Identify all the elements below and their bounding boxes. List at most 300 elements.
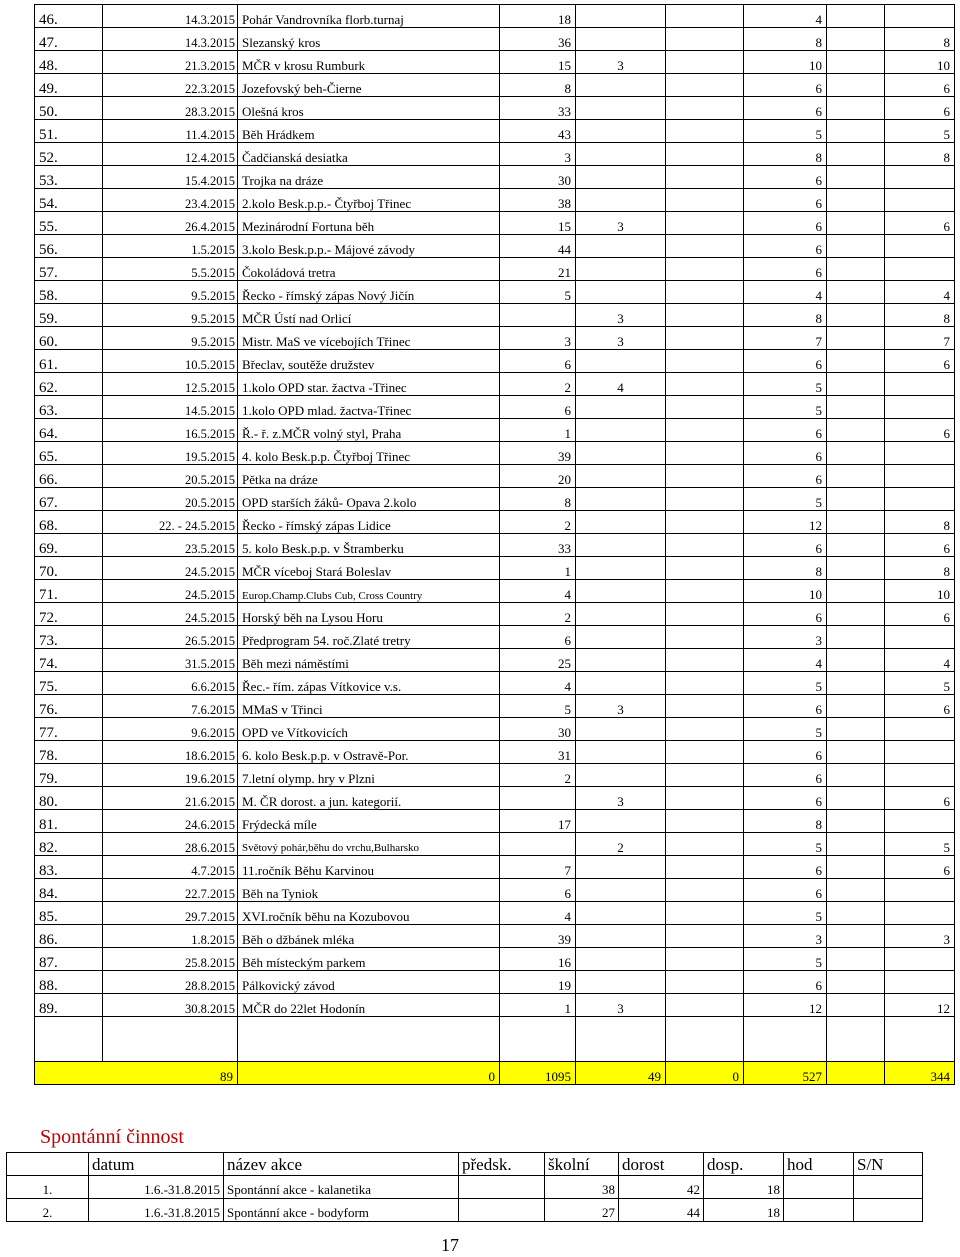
row-event: OPD starších žáků- Opava 2.kolo	[238, 488, 500, 511]
row-empty-1	[666, 718, 744, 741]
row-empty-2	[827, 373, 885, 396]
row-value-1: 3	[500, 143, 576, 166]
row-empty-1	[666, 511, 744, 534]
row-value-2	[576, 879, 666, 902]
row-value-1: 7	[500, 856, 576, 879]
row-value-3: 6	[744, 189, 827, 212]
row-number: 63.	[35, 396, 103, 419]
row-empty-1	[666, 235, 744, 258]
row-date: 22.7.2015	[103, 879, 238, 902]
row-empty-2	[827, 304, 885, 327]
row-number: 77.	[35, 718, 103, 741]
row-event: Řec.- řím. zápas Vítkovice v.s.	[238, 672, 500, 695]
row-value-3: 5	[744, 948, 827, 971]
row-value-3: 6	[744, 166, 827, 189]
row-value-3: 8	[744, 143, 827, 166]
row-empty-1	[666, 488, 744, 511]
row-number: 88.	[35, 971, 103, 994]
row-empty-1	[666, 97, 744, 120]
row-value-2	[576, 810, 666, 833]
row-value-2	[576, 120, 666, 143]
table-row	[35, 212, 955, 235]
row-value-4	[885, 741, 955, 764]
row-empty-2	[827, 994, 885, 1017]
row-event: Trojka na dráze	[238, 166, 500, 189]
row-empty-1	[666, 948, 744, 971]
row-number: 71.	[35, 580, 103, 603]
row-value-2	[576, 97, 666, 120]
row-value-2	[576, 948, 666, 971]
table-row	[35, 695, 955, 718]
row-value-1: 1	[500, 419, 576, 442]
row-event: Slezanský kros	[238, 28, 500, 51]
row-date: 1.5.2015	[103, 235, 238, 258]
row-empty-1	[666, 879, 744, 902]
table-row	[35, 166, 955, 189]
header-dorost: dorost	[619, 1153, 704, 1176]
row-value-4: 10	[885, 51, 955, 74]
table-row	[35, 649, 955, 672]
row-date: 14.5.2015	[103, 396, 238, 419]
row-event: 7.letní olymp. hry v Plzni	[238, 764, 500, 787]
row-value-1: 33	[500, 97, 576, 120]
row-empty-2	[827, 419, 885, 442]
row-value-3: 5	[744, 120, 827, 143]
row-date: 29.7.2015	[103, 902, 238, 925]
total-col-e: 527	[744, 1062, 827, 1085]
row-date: 23.4.2015	[103, 189, 238, 212]
row-number: 51.	[35, 120, 103, 143]
row-value-1: 43	[500, 120, 576, 143]
row-value-3: 5	[744, 902, 827, 925]
row-value-4	[885, 5, 955, 28]
row-value-4: 8	[885, 557, 955, 580]
row-value-3: 4	[744, 281, 827, 304]
row-value-3: 6	[744, 465, 827, 488]
row-event: Čadčianská desiatka	[238, 143, 500, 166]
row-value-1: 30	[500, 166, 576, 189]
row-value-3: 6	[744, 971, 827, 994]
row-date: 12.5.2015	[103, 373, 238, 396]
row-date: 14.3.2015	[103, 5, 238, 28]
row-value-2	[576, 534, 666, 557]
row-number: 80.	[35, 787, 103, 810]
row-value-3: 6	[744, 603, 827, 626]
row-empty-2	[827, 5, 885, 28]
row-value-1: 18	[500, 5, 576, 28]
row-value-2: 3	[576, 787, 666, 810]
row-hod	[784, 1176, 854, 1199]
table-row	[35, 626, 955, 649]
table-row	[35, 672, 955, 695]
spontaneous-row	[7, 1199, 923, 1222]
row-event: Běh Hrádkem	[238, 120, 500, 143]
row-value-1: 1	[500, 557, 576, 580]
table-row	[35, 143, 955, 166]
row-sn	[854, 1176, 923, 1199]
row-value-4: 6	[885, 856, 955, 879]
row-value-2	[576, 189, 666, 212]
row-value-4: 6	[885, 97, 955, 120]
row-dorost: 42	[619, 1176, 704, 1199]
row-date: 9.5.2015	[103, 327, 238, 350]
row-value-2	[576, 557, 666, 580]
row-empty-1	[666, 350, 744, 373]
row-event: Čokoládová tretra	[238, 258, 500, 281]
row-empty-2	[827, 741, 885, 764]
row-dosp: 18	[704, 1176, 784, 1199]
row-empty-1	[666, 649, 744, 672]
row-value-4	[885, 166, 955, 189]
row-empty-2	[827, 580, 885, 603]
row-empty-1	[666, 74, 744, 97]
row-value-2	[576, 511, 666, 534]
table-row	[35, 948, 955, 971]
row-value-1: 20	[500, 465, 576, 488]
row-value-1: 21	[500, 258, 576, 281]
row-event: 1.kolo OPD star. žactva -Třinec	[238, 373, 500, 396]
table-row	[35, 74, 955, 97]
row-number: 86.	[35, 925, 103, 948]
row-number: 78.	[35, 741, 103, 764]
row-number: 2.	[7, 1199, 89, 1222]
row-skolni: 27	[545, 1199, 619, 1222]
row-value-3: 5	[744, 672, 827, 695]
row-empty-1	[666, 373, 744, 396]
row-dorost: 44	[619, 1199, 704, 1222]
row-empty-2	[827, 396, 885, 419]
row-empty-2	[827, 51, 885, 74]
row-value-2	[576, 419, 666, 442]
row-empty-1	[666, 534, 744, 557]
table-row	[35, 120, 955, 143]
row-empty-2	[827, 97, 885, 120]
table-row	[35, 97, 955, 120]
row-date: 9.6.2015	[103, 718, 238, 741]
row-date: 11.4.2015	[103, 120, 238, 143]
row-empty-1	[666, 741, 744, 764]
row-empty-2	[827, 948, 885, 971]
row-number: 64.	[35, 419, 103, 442]
row-date: 25.8.2015	[103, 948, 238, 971]
row-value-4: 5	[885, 833, 955, 856]
row-date: 1.6.-31.8.2015	[89, 1176, 224, 1199]
row-value-4	[885, 258, 955, 281]
row-date: 30.8.2015	[103, 994, 238, 1017]
row-event: Světový pohár,běhu do vrchu,Bulharsko	[238, 833, 500, 856]
row-date: 24.5.2015	[103, 603, 238, 626]
row-value-4: 5	[885, 672, 955, 695]
row-value-4: 8	[885, 304, 955, 327]
row-value-3: 5	[744, 718, 827, 741]
total-col-d: 0	[666, 1062, 744, 1085]
table-row	[35, 189, 955, 212]
row-empty-2	[827, 442, 885, 465]
row-value-2: 3	[576, 695, 666, 718]
row-name: Spontánní akce - kalanetika	[224, 1176, 459, 1199]
row-empty-1	[666, 925, 744, 948]
row-value-3: 6	[744, 212, 827, 235]
header-predsk: předsk.	[459, 1153, 545, 1176]
table-row	[35, 51, 955, 74]
row-empty-1	[666, 166, 744, 189]
row-number: 1.	[7, 1176, 89, 1199]
row-value-1: 38	[500, 189, 576, 212]
row-event: Předprogram 54. roč.Zlaté tretry	[238, 626, 500, 649]
row-value-4: 6	[885, 350, 955, 373]
row-value-2	[576, 258, 666, 281]
row-value-3: 12	[744, 511, 827, 534]
table-row	[35, 925, 955, 948]
blank-row	[35, 1017, 955, 1062]
row-value-1: 25	[500, 649, 576, 672]
row-number: 48.	[35, 51, 103, 74]
row-value-1: 39	[500, 442, 576, 465]
row-value-1: 3	[500, 327, 576, 350]
row-event: 6. kolo Besk.p.p. v Ostravě-Por.	[238, 741, 500, 764]
table-row	[35, 718, 955, 741]
row-value-4	[885, 902, 955, 925]
row-value-3: 6	[744, 695, 827, 718]
row-number: 84.	[35, 879, 103, 902]
row-empty-1	[666, 626, 744, 649]
row-date: 31.5.2015	[103, 649, 238, 672]
table-row	[35, 810, 955, 833]
table-row	[35, 787, 955, 810]
row-empty-2	[827, 28, 885, 51]
row-event: XVI.ročník běhu na Kozubovou	[238, 902, 500, 925]
row-value-2	[576, 672, 666, 695]
header-skolni: školní	[545, 1153, 619, 1176]
row-value-2	[576, 649, 666, 672]
row-empty-1	[666, 810, 744, 833]
row-empty-2	[827, 856, 885, 879]
row-date: 28.3.2015	[103, 97, 238, 120]
row-value-2	[576, 741, 666, 764]
row-value-4: 4	[885, 649, 955, 672]
row-date: 24.6.2015	[103, 810, 238, 833]
row-event: MČR víceboj Stará Boleslav	[238, 557, 500, 580]
row-value-1	[500, 833, 576, 856]
row-number: 57.	[35, 258, 103, 281]
row-value-2	[576, 580, 666, 603]
row-value-4: 6	[885, 419, 955, 442]
row-number: 46.	[35, 5, 103, 28]
row-empty-1	[666, 603, 744, 626]
row-number: 61.	[35, 350, 103, 373]
row-event: 11.ročník Běhu Karvinou	[238, 856, 500, 879]
row-event: OPD ve Vítkovicích	[238, 718, 500, 741]
table-row	[35, 856, 955, 879]
row-value-1: 31	[500, 741, 576, 764]
row-empty-2	[827, 235, 885, 258]
row-empty-2	[827, 212, 885, 235]
row-value-4	[885, 396, 955, 419]
row-empty-1	[666, 672, 744, 695]
row-empty-2	[827, 120, 885, 143]
row-value-1: 44	[500, 235, 576, 258]
row-value-1	[500, 304, 576, 327]
row-number: 75.	[35, 672, 103, 695]
row-value-2	[576, 396, 666, 419]
row-value-1: 19	[500, 971, 576, 994]
row-date: 12.4.2015	[103, 143, 238, 166]
row-date: 19.5.2015	[103, 442, 238, 465]
row-value-4: 6	[885, 603, 955, 626]
table-row	[35, 396, 955, 419]
row-number: 68.	[35, 511, 103, 534]
row-date: 6.6.2015	[103, 672, 238, 695]
row-value-4	[885, 810, 955, 833]
row-value-4: 10	[885, 580, 955, 603]
row-empty-1	[666, 856, 744, 879]
row-number: 62.	[35, 373, 103, 396]
row-number: 60.	[35, 327, 103, 350]
row-number: 70.	[35, 557, 103, 580]
row-event: Olešná kros	[238, 97, 500, 120]
row-empty-1	[666, 304, 744, 327]
row-event: Břeclav, soutěže družstev	[238, 350, 500, 373]
row-value-1: 2	[500, 511, 576, 534]
row-value-2: 3	[576, 304, 666, 327]
row-event: Běh místeckým parkem	[238, 948, 500, 971]
row-event: MČR Ústí nad Orlicí	[238, 304, 500, 327]
row-empty-1	[666, 833, 744, 856]
row-date: 1.8.2015	[103, 925, 238, 948]
row-event: Řecko - římský zápas Nový Jičín	[238, 281, 500, 304]
row-empty-2	[827, 143, 885, 166]
row-value-3: 10	[744, 51, 827, 74]
row-value-3: 6	[744, 764, 827, 787]
row-number: 87.	[35, 948, 103, 971]
row-value-4	[885, 948, 955, 971]
row-value-4	[885, 971, 955, 994]
row-number: 49.	[35, 74, 103, 97]
row-number: 82.	[35, 833, 103, 856]
row-empty-2	[827, 787, 885, 810]
row-value-4: 3	[885, 925, 955, 948]
row-empty-2	[827, 350, 885, 373]
row-date: 20.5.2015	[103, 465, 238, 488]
table-row	[35, 902, 955, 925]
row-value-2	[576, 281, 666, 304]
spontaneous-table	[6, 1152, 923, 1222]
row-empty-2	[827, 557, 885, 580]
row-value-3: 5	[744, 373, 827, 396]
row-value-3: 8	[744, 557, 827, 580]
row-number: 66.	[35, 465, 103, 488]
table-row	[35, 442, 955, 465]
row-number: 56.	[35, 235, 103, 258]
row-date: 26.5.2015	[103, 626, 238, 649]
row-empty-2	[827, 534, 885, 557]
table-row	[35, 350, 955, 373]
row-event: Frýdecká míle	[238, 810, 500, 833]
row-value-4	[885, 626, 955, 649]
row-value-3: 6	[744, 97, 827, 120]
header-nazev: název akce	[224, 1153, 459, 1176]
row-value-3: 7	[744, 327, 827, 350]
row-empty-2	[827, 626, 885, 649]
row-empty-2	[827, 189, 885, 212]
row-value-1: 33	[500, 534, 576, 557]
row-value-2: 3	[576, 994, 666, 1017]
row-value-4: 6	[885, 74, 955, 97]
row-name: Spontánní akce - bodyform	[224, 1199, 459, 1222]
header-dosp: dosp.	[704, 1153, 784, 1176]
row-event: 5. kolo Besk.p.p. v Štramberku	[238, 534, 500, 557]
row-value-4	[885, 718, 955, 741]
table-row	[35, 235, 955, 258]
row-event: Europ.Champ.Clubs Cub, Cross Country	[238, 580, 500, 603]
row-empty-2	[827, 925, 885, 948]
row-event: Běh o džbánek mléka	[238, 925, 500, 948]
row-empty-2	[827, 166, 885, 189]
row-value-4: 12	[885, 994, 955, 1017]
table-row	[35, 879, 955, 902]
row-number: 74.	[35, 649, 103, 672]
row-empty-1	[666, 258, 744, 281]
row-event: 4. kolo Besk.p.p. Čtyřboj Třinec	[238, 442, 500, 465]
row-number: 50.	[35, 97, 103, 120]
table-row	[35, 327, 955, 350]
row-date: 4.7.2015	[103, 856, 238, 879]
row-value-1: 6	[500, 350, 576, 373]
row-value-4: 8	[885, 143, 955, 166]
total-col-f: 344	[885, 1062, 955, 1085]
row-number: 52.	[35, 143, 103, 166]
row-value-1: 4	[500, 580, 576, 603]
row-empty-2	[827, 465, 885, 488]
header-hod: hod	[784, 1153, 854, 1176]
row-number: 54.	[35, 189, 103, 212]
total-col-a: 0	[238, 1062, 500, 1085]
row-empty-2	[827, 649, 885, 672]
row-value-4	[885, 488, 955, 511]
row-value-1: 30	[500, 718, 576, 741]
row-value-2	[576, 626, 666, 649]
row-value-3: 6	[744, 879, 827, 902]
row-empty-2	[827, 258, 885, 281]
row-number: 65.	[35, 442, 103, 465]
row-value-3: 6	[744, 258, 827, 281]
row-value-2: 4	[576, 373, 666, 396]
row-value-1: 6	[500, 396, 576, 419]
row-value-3: 6	[744, 350, 827, 373]
row-date: 15.4.2015	[103, 166, 238, 189]
row-event: M. ČR dorost. a jun. kategorií.	[238, 787, 500, 810]
row-value-3: 3	[744, 626, 827, 649]
table-row	[35, 304, 955, 327]
row-event: MMaS v Třinci	[238, 695, 500, 718]
row-value-3: 6	[744, 74, 827, 97]
total-col-c: 49	[576, 1062, 666, 1085]
row-event: 2.kolo Besk.p.p.- Čtyřboj Třinec	[238, 189, 500, 212]
row-sn	[854, 1199, 923, 1222]
row-date: 18.6.2015	[103, 741, 238, 764]
section-title: Spontánní činnost	[40, 1126, 184, 1148]
row-value-3: 6	[744, 442, 827, 465]
row-date: 10.5.2015	[103, 350, 238, 373]
row-value-1: 8	[500, 488, 576, 511]
row-empty-2	[827, 672, 885, 695]
row-value-2	[576, 856, 666, 879]
table-row	[35, 971, 955, 994]
row-empty-1	[666, 120, 744, 143]
row-empty-1	[666, 396, 744, 419]
row-value-3: 6	[744, 856, 827, 879]
row-date: 28.6.2015	[103, 833, 238, 856]
